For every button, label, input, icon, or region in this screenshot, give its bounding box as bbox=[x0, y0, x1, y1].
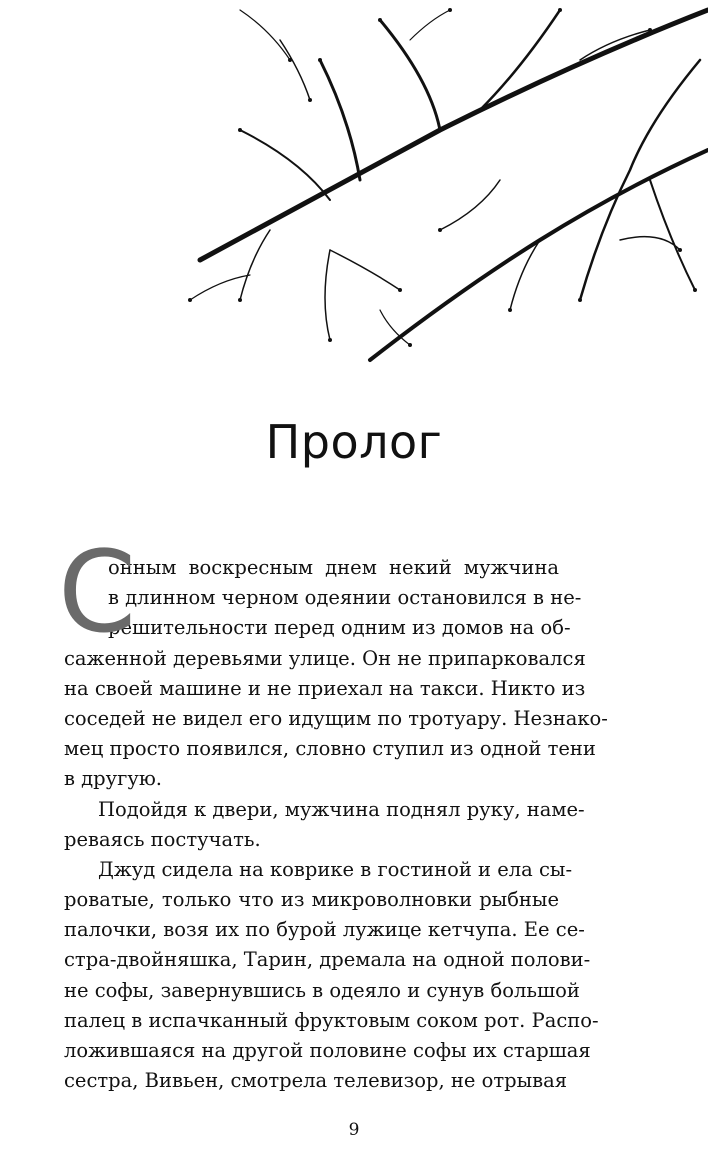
page-number: 9 bbox=[348, 1120, 360, 1140]
text-line: реваясь постучать. bbox=[64, 827, 261, 851]
text-line: в длинном черном одеянии остановился в не- bbox=[108, 586, 582, 610]
text-line: ложившаяся на другой половине софы их старшая bbox=[64, 1039, 591, 1062]
text-line: стра-двойняшка, Тарин, дремала на одной полови- bbox=[64, 948, 591, 972]
text-line: соседей не видел его идущим по тротуару. Незнако- bbox=[64, 706, 608, 730]
text-line: мец просто появился, словно ступил из одной тени bbox=[64, 737, 596, 761]
chapter-title: Пролог bbox=[265, 415, 443, 469]
text-line: в другую. bbox=[64, 767, 163, 791]
tree-branches-illustration bbox=[180, 0, 708, 370]
text-line: саженной деревьями улице. Он не припарковался bbox=[64, 646, 586, 670]
text-line: палец в испачканный фруктовым соком рот. Распо- bbox=[64, 1008, 599, 1032]
text-line: не софы, завернувшись в одеяло и сунув большой bbox=[64, 978, 580, 1002]
text-line: решительности перед одним из домов на об- bbox=[108, 616, 571, 640]
text-line: сестра, Вивьен, смотрела телевизор, не отрывая bbox=[64, 1069, 568, 1093]
text-line: роватые, только что из микроволновки рыбные bbox=[64, 888, 559, 912]
text-line: Подойдя к двери, мужчина поднял руку, наме- bbox=[98, 797, 585, 821]
drop-cap: С bbox=[58, 528, 137, 658]
text-line: палочки, возя их по бурой лужице кетчупа. Ее се- bbox=[64, 918, 585, 942]
text-line: Джуд сидела на коврике в гостиной и ела сы- bbox=[98, 857, 573, 881]
body-text bbox=[58, 528, 608, 1096]
text-line: онным воскресным днем некий мужчина bbox=[108, 556, 559, 579]
text-line: на своей машине и не приехал на такси. Никто из bbox=[64, 676, 586, 700]
